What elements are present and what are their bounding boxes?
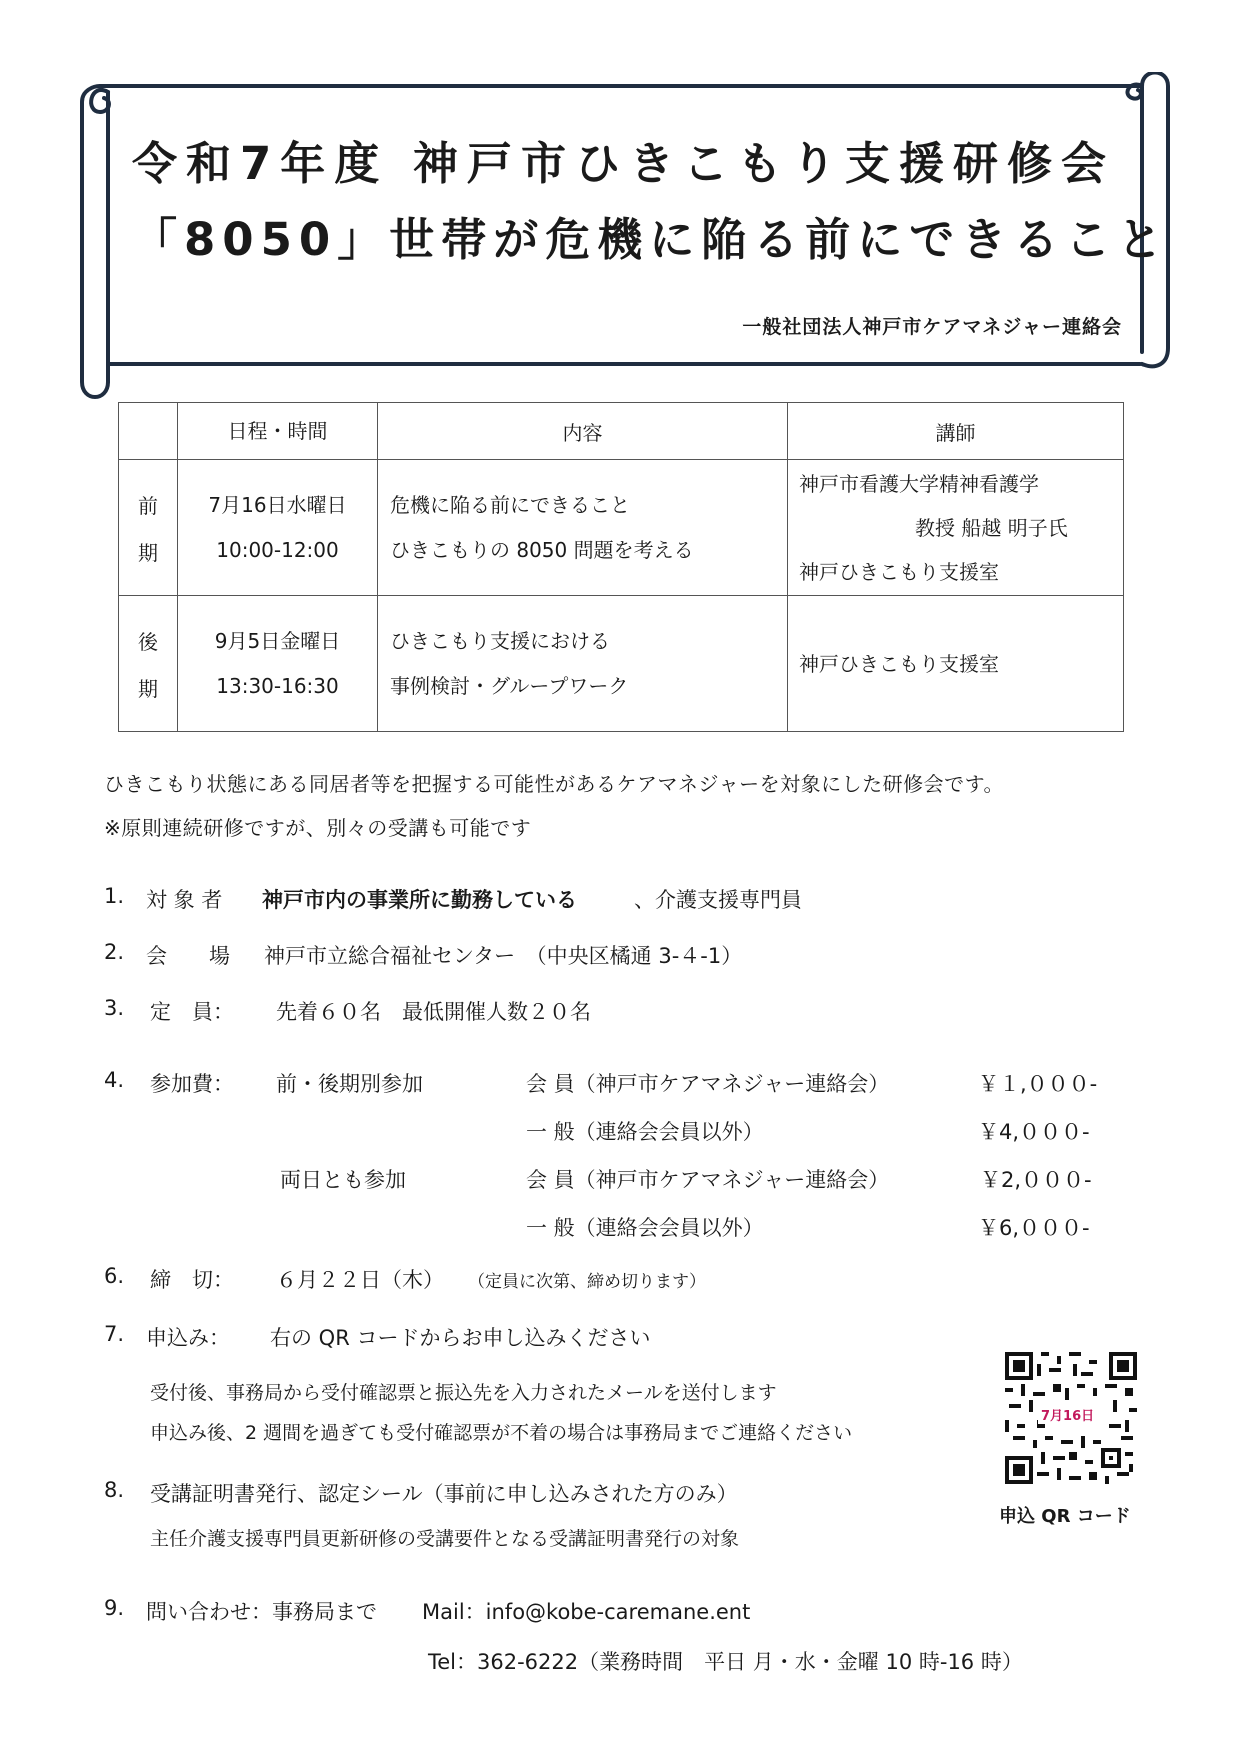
fee-type: 会 員（神戸市ケアマネジャー連絡会） (526, 1072, 890, 1096)
lecturer-cell (788, 596, 1124, 732)
contact-tel[interactable]: Tel：362-6222（業務時間 平日 月・水・金曜 10 時-16 時） (428, 1650, 1023, 1674)
header-content: 内容 (378, 403, 788, 460)
venue-value: 神戸市立総合福祉センター （中央区橘通 3-４-1） (264, 944, 743, 968)
content-cell (378, 596, 788, 732)
content-line: ひきこもり支援における (390, 628, 610, 653)
session-time: 10:00-12:00 (216, 537, 339, 562)
fee-group-name: 前・後期別参加 (276, 1072, 423, 1096)
content-line: 危機に陥る前にできること (390, 492, 630, 517)
item-number: 9. (104, 1596, 125, 1620)
table-row (119, 596, 1124, 732)
session-date: 7月16日水曜日 (208, 492, 347, 517)
lecturer-line: 神戸ひきこもり支援室 (799, 651, 999, 676)
fee-price: ￥2,０００- (980, 1168, 1092, 1192)
apply-note-1: 受付後、事務局から受付確認票と振込先を入力されたメールを送付します (150, 1382, 777, 1404)
item-number: 2. (104, 940, 125, 964)
contact-mail[interactable]: Mail：info@kobe-caremane.ent (422, 1600, 751, 1624)
term-char: 期 (138, 676, 158, 701)
fee-group-name: 両日とも参加 (280, 1168, 406, 1192)
apply-label: 申込み： (146, 1326, 230, 1350)
capacity-label: 定 員： (150, 1000, 234, 1024)
fee-price: ￥4,０００- (978, 1120, 1090, 1144)
target-rest: 、介護支援専門員 (634, 888, 802, 912)
date-cell (178, 596, 378, 732)
term-char: 後 (138, 629, 158, 654)
item-number: 7. (104, 1322, 125, 1346)
header-blank-cell (119, 403, 178, 460)
table-row (119, 460, 1124, 596)
qr-date-label: 7月16日 (1038, 1405, 1097, 1424)
target-emphasis: 神戸市内の事業所に勤務している (262, 888, 577, 912)
lecturer-cell (788, 460, 1124, 596)
item-number: 6. (104, 1264, 125, 1288)
item-number: 1. (104, 884, 125, 908)
term-cell (119, 460, 178, 596)
intro-line-1: ひきこもり状態にある同居者等を把握する可能性があるケアマネジャーを対象にした研修会です。 (104, 772, 1004, 796)
fee-type: 会 員（神戸市ケアマネジャー連絡会） (526, 1168, 890, 1192)
certificate-note: 主任介護支援専門員更新研修の受講要件となる受講証明書発行の対象 (150, 1528, 740, 1550)
content-line: ひきこもりの 8050 問題を考える (390, 537, 694, 562)
contact-label: 問い合わせ：事務局まで (146, 1600, 377, 1624)
certificate-label: 受講証明書発行、認定シール（事前に申し込みされた方のみ） (150, 1482, 738, 1506)
term-char: 前 (138, 493, 158, 518)
capacity-value: 先着６０名 最低開催人数２０名 (276, 1000, 591, 1024)
deadline-label: 締 切： (150, 1268, 234, 1292)
item-number: 4. (104, 1068, 125, 1092)
header-date-time: 日程・時間 (178, 403, 378, 460)
lecturer-line: 教授 船越 明子氏 (915, 515, 1068, 540)
term-char: 期 (138, 540, 158, 565)
qr-caption: 申込 QR コード (999, 1506, 1131, 1527)
organizer-name: 一般社団法人神戸市ケアマネジャー連絡会 (742, 316, 1122, 338)
content-line: 事例検討・グループワーク (390, 673, 629, 698)
fee-price: ￥１,０００- (978, 1072, 1098, 1096)
content-cell (378, 460, 788, 596)
fee-type: 一 般（連絡会会員以外） (526, 1120, 764, 1144)
venue-label: 会 場 (146, 944, 230, 968)
lecturer-line: 神戸市看護大学精神看護学 (799, 471, 1039, 496)
fee-price: ￥6,０００- (978, 1216, 1090, 1240)
target-label: 対 象 者 (146, 888, 223, 912)
table-header-row (119, 403, 1124, 460)
session-date: 9月5日金曜日 (214, 628, 341, 653)
apply-note-2: 申込み後、2 週間を過ぎても受付確認票が不着の場合は事務局までご連絡ください (150, 1422, 853, 1444)
item-number: 8. (104, 1478, 125, 1502)
lecturer-line: 神戸ひきこもり支援室 (799, 559, 999, 584)
session-time: 13:30-16:30 (216, 673, 339, 698)
date-cell (178, 460, 378, 596)
item-number: 3. (104, 996, 125, 1020)
term-cell (119, 596, 178, 732)
schedule-table (118, 402, 1124, 732)
deadline-value: ６月２２日（木） (276, 1268, 444, 1292)
apply-value: 右の QR コードからお申し込みください (270, 1326, 651, 1350)
fee-type: 一 般（連絡会会員以外） (526, 1216, 764, 1240)
header-lecturer: 講師 (788, 403, 1124, 460)
fee-label: 参加費： (150, 1072, 234, 1096)
deadline-note: （定員に次第、締め切ります） (468, 1272, 706, 1292)
title-line-1: 令和7年度 神戸市ひきこもり支援研修会 (132, 137, 1115, 190)
intro-line-2: ※原則連続研修ですが、別々の受講も可能です (104, 816, 532, 840)
title-line-2: 「8050」世帯が危機に陥る前にできること (132, 213, 1170, 266)
